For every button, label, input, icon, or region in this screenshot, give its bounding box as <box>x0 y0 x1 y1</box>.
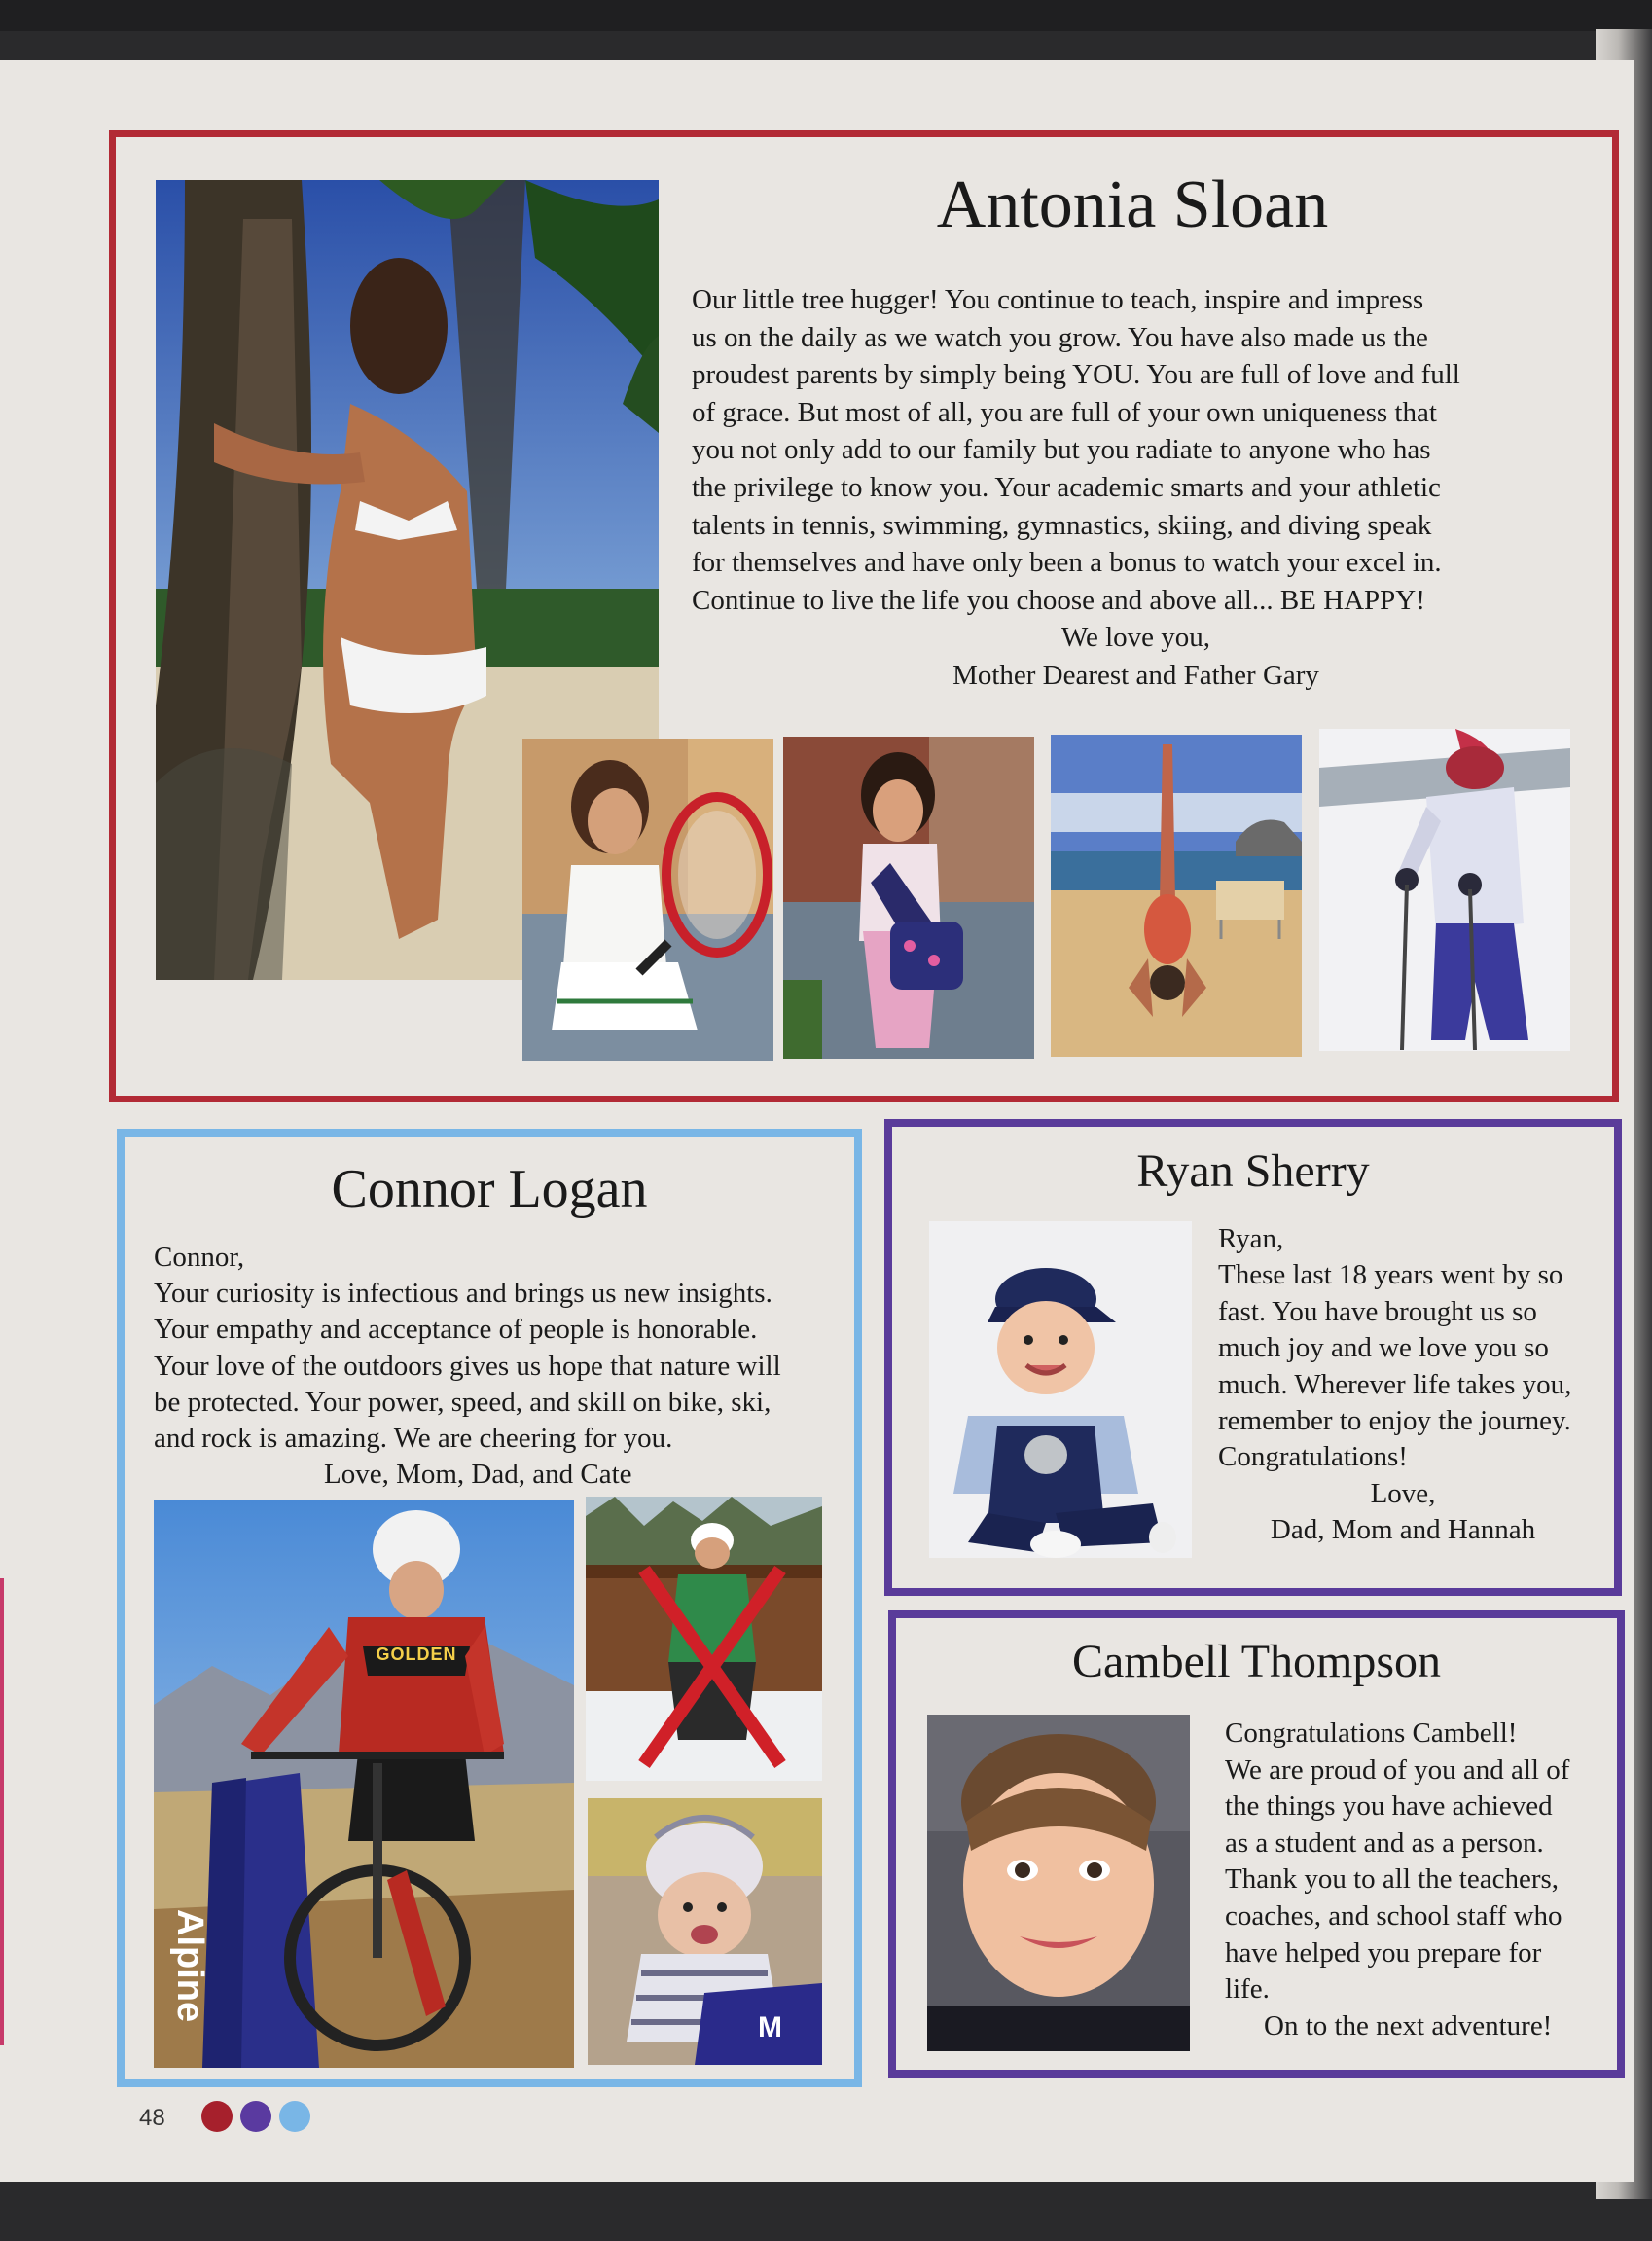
antonia-skiing-photo <box>1319 729 1570 1051</box>
antonia-school-bag-photo <box>783 737 1034 1059</box>
ryan-message <box>1218 1221 1617 1549</box>
antonia-signoff-greeting: We love you, <box>1060 622 1211 654</box>
message-line: Congratulations! <box>1218 1441 1408 1473</box>
message-line: of grace. But most of all, you are full of your own uniqueness that <box>692 396 1437 428</box>
message-line: and rock is amazing. We are cheering for you. <box>154 1423 673 1455</box>
connor-logan-tribute <box>117 1129 862 2087</box>
message-line: the things you have achieved <box>1225 1790 1553 1823</box>
connor-signoff: Love, Mom, Dad, and Cate <box>324 1459 632 1491</box>
message-line: Your empathy and acceptance of people is honorable. <box>154 1314 758 1346</box>
top-binding-shadow <box>0 0 1652 31</box>
ryan-baby-photo <box>929 1221 1192 1558</box>
message-line: you not only add to our family but you radiate to anyone who has <box>692 434 1431 466</box>
cambell-thompson-tribute <box>888 1610 1625 2078</box>
antonia-beach-handstand-photo <box>1051 735 1302 1057</box>
connor-ski-photo <box>586 1497 822 1781</box>
message-line: for themselves and have only been a bonus to watch your excel in. <box>692 547 1442 579</box>
message-line: Ryan, <box>1218 1223 1284 1254</box>
red-dot <box>201 2101 233 2132</box>
message-line: remember to enjoy the journey. <box>1218 1405 1571 1437</box>
ryan-signoff-greeting: Love, <box>1370 1477 1436 1509</box>
cambell-message <box>1225 1716 1624 2044</box>
message-line: the privilege to know you. Your academic smarts and your athletic <box>692 471 1441 503</box>
message-line: coaches, and school staff who <box>1225 1899 1562 1932</box>
purple-dot <box>240 2101 271 2132</box>
antonia-name: Antonia Sloan <box>936 167 1329 242</box>
message-line: talents in tennis, swimming, gymnastics, skiing, and diving speak <box>692 509 1432 541</box>
cambell-baby-photo <box>927 1715 1190 2051</box>
antonia-sloan-tribute <box>109 130 1619 1102</box>
antonia-tennis-photo <box>522 739 773 1061</box>
message-line: Your curiosity is infectious and brings us new insights. <box>154 1278 772 1310</box>
ryan-name: Ryan Sherry <box>1136 1145 1370 1197</box>
message-line: have helped you prepare for <box>1225 1936 1542 1969</box>
cambell-name: Cambell Thompson <box>1071 1636 1442 1687</box>
message-line: These last 18 years went by so <box>1218 1259 1563 1291</box>
message-line: Connor, <box>154 1242 245 1273</box>
ryan-sherry-tribute <box>884 1119 1622 1596</box>
message-line: We are proud of you and all of <box>1225 1753 1570 1786</box>
banner-text: Alpine <box>169 1909 210 2023</box>
message-line: Our little tree hugger! You continue to teach, inspire and impress <box>692 284 1424 315</box>
blue-dot <box>279 2101 310 2132</box>
message-line: as a student and as a person. <box>1225 1826 1544 1859</box>
antonia-signoff-names: Mother Dearest and Father Gary <box>952 659 1319 691</box>
connor-mountain-bike-photo <box>154 1500 574 2068</box>
message-line: much joy and we love you so <box>1218 1332 1549 1364</box>
ryan-signoff-names: Dad, Mom and Hannah <box>1270 1514 1536 1546</box>
page-number: 48 <box>139 2105 165 2131</box>
jersey-text: GOLDEN <box>376 1645 457 1664</box>
message-line: life. <box>1225 1973 1270 2006</box>
message-line: us on the daily as we watch you grow. You have also made us the <box>692 321 1428 353</box>
message-line: proudest parents by simply being YOU. You are full of love and full <box>692 359 1460 391</box>
message-line: Continue to live the life you choose and above all... BE HAPPY! <box>692 584 1425 616</box>
connor-baby-photo <box>588 1798 822 2065</box>
message-line: be protected. Your power, speed, and skill on bike, ski, <box>154 1386 772 1418</box>
svg-text:M: M <box>758 2011 782 2043</box>
message-line: Congratulations Cambell! <box>1225 1717 1518 1749</box>
message-line: Your love of the outdoors gives us hope that nature will <box>154 1350 781 1382</box>
cambell-signoff: On to the next adventure! <box>1264 2009 1553 2042</box>
message-line: Thank you to all the teachers, <box>1225 1863 1560 1896</box>
connor-message <box>154 1240 854 1493</box>
antonia-message <box>692 281 1616 695</box>
connor-name: Connor Logan <box>331 1159 648 1219</box>
message-line: fast. You have brought us so <box>1218 1295 1537 1327</box>
message-line: much. Wherever life takes you, <box>1218 1368 1572 1400</box>
page-edge-stripe <box>0 1578 4 2045</box>
